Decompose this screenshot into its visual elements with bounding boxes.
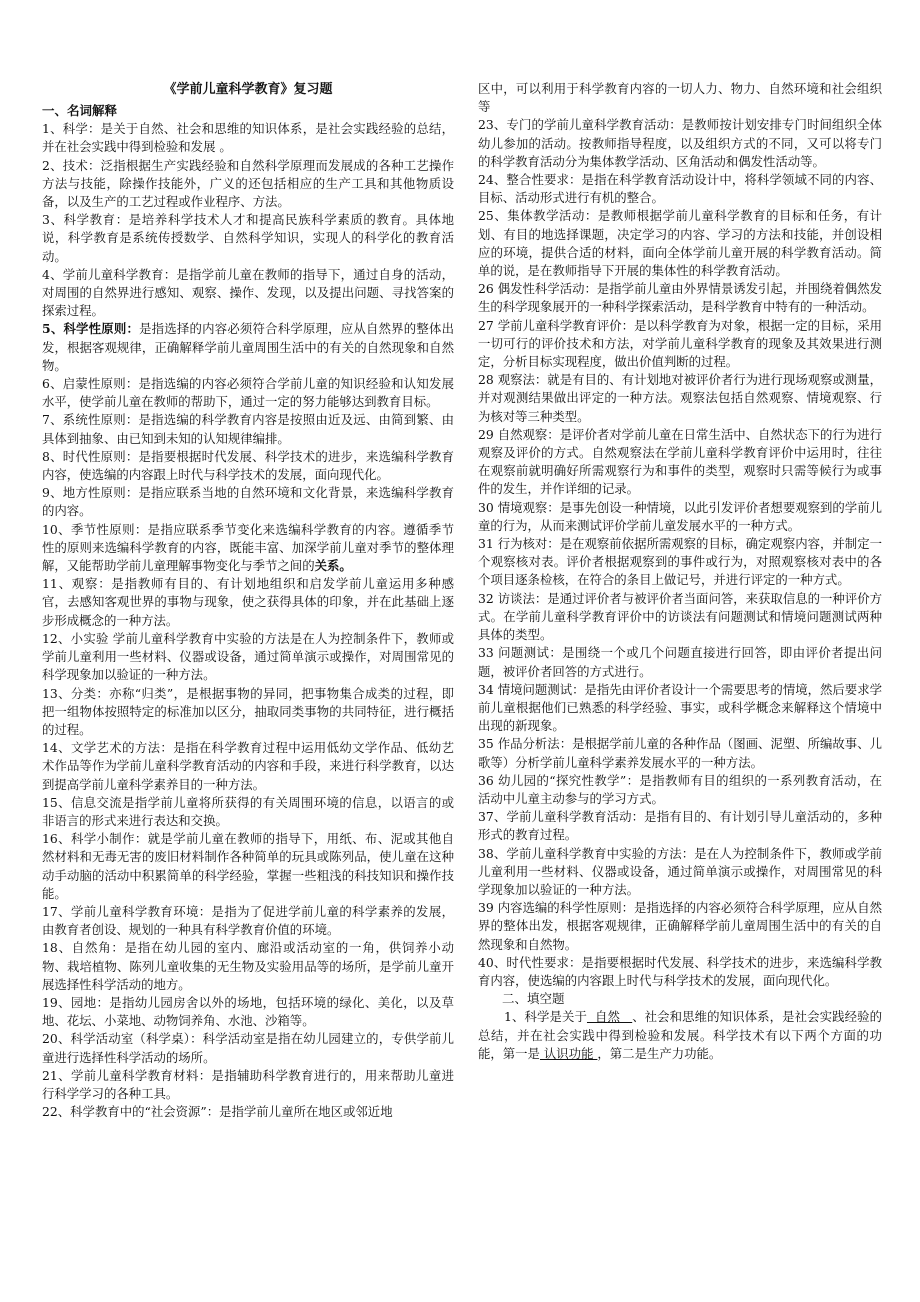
question-text: 、社会和思维的知识体系，是社会实践经验的总结，并在社会实践中得到检验和发展。科学技术有以下两个方面的功能，第一是: [478, 1009, 882, 1061]
definition-item: 2、技术：泛指根据生产实践经验和自然科学原理而发展成的各种工艺操作方法与技能，除操作技能外，广义的还包括相应的生产工具和其他物质设备，以及生产的工艺过程或作业程序、方法。: [42, 157, 454, 210]
definition-text: 10、季节性原则：是指应联系季节变化来选编科学教育的内容。遵循季节性的原则来选编科学教育的内容，既能丰富、加深学前儿童对季节的整体理解，又能帮助学前儿童理解事物变化与季节之间的: [42, 521, 454, 574]
definition-item: 15、信息交流是指学前儿童将所获得的有关周围环境的信息，以语言的或非语言的形式来进行表达和交换。: [42, 794, 454, 828]
answer-blank: 自然: [586, 1009, 633, 1025]
definition-item: 22、科学教育中的“社会资源”：是指学前儿童所在地区或邻近地: [42, 1104, 393, 1120]
definition-item: 33 问题测试：是围绕一个或几个问题直接进行回答，即由评价者提出问题，被评价者回答的方式进行。: [478, 645, 882, 679]
definition-text-bold: 关系。: [314, 558, 352, 574]
section-heading-fill-blanks: 二、填空题: [502, 991, 565, 1007]
definition-term-bold: 5、科学性原则：: [42, 321, 140, 337]
definition-item: 12、小实验 学前儿童科学教育中实验的方法是在人为控制条件下，教师或学前儿童利用一些材料、仪器或设备，通过简单演示或操作，对周围常见的科学现象加以验证的一种方法。: [42, 630, 454, 683]
definition-item: 13、分类：亦称“归类”，是根据事物的异同，把事物集合成类的过程，即把一组物体按照特定的标准加以区分，抽取同类事物的共同特征，进行概括的过程。: [42, 685, 454, 737]
definition-item: 16、科学小制作：就是学前儿童在教师的指导下，用纸、布、泥或其他自然材料和无毒无害的废旧材料制作各种简单的玩具或陈列品，使儿童在这种动手动脑的活动中积累简单的科学经验，掌握一些粗浅的科技知识和操作技能。: [42, 831, 454, 901]
definition-item: [42, 320, 454, 375]
definition-item: 29 自然观察：是评价者对学前儿童在日常生活中、自然状态下的行为进行观察及评价的方式。自然观察法在学前儿童科学教育评价中运用时，往往在观察前就明确好所需观察行为和事件的类型，观察时只需等候行为或事件的发生，并作详细的记录。: [478, 426, 882, 497]
definition-item: 27 学前儿童科学教育评价：是以科学教育为对象，根据一定的目标，采用一切可行的评价技术和方法，对学前儿童科学教育的现象及其效果进行测定，分析目标实现程度，做出价值判断的过程。: [478, 317, 882, 370]
definition-item: 25、集体教学活动：是教师根据学前儿童科学教育的目标和任务，有计划、有目的地选择课题，决定学习的内容、学习的方法和技能，并创设相应的环境，提供合适的材料，面向全体学前儿童开展的科学教育活动。简单的说，是在教师指导下开展的集体性的科学教育活动。: [478, 208, 882, 279]
definition-item: 35 作品分析法：是根据学前儿童的各种作品（图画、泥塑、所编故事、儿歌等）分析学前儿童科学素养发展水平的一种方法。: [478, 736, 882, 770]
definition-item: 8、时代性原则：是指要根据时代发展、科学技术的进步，来选编科学教育内容，使选编的内容跟上时代与科学技术的发展，面向现代化。: [42, 448, 454, 483]
question-text: 1、科学是关于: [504, 1009, 587, 1025]
definition-item: 34 情境问题测试：是指先由评价者设计一个需要思考的情境，然后要求学前儿童根据他们已熟悉的科学经验、事实，或科学概念来解释这个情境中出现的新现象。: [478, 681, 882, 734]
definition-item: 3、科学教育：是培养科学技术人才和提高民族科学素质的教育。具体地说，科学教育是系统传授数学、自然科学知识，实现人的科学化的教育活动。: [42, 212, 454, 264]
right-column: [478, 80, 882, 1063]
answer-blank: 认识功能: [539, 1045, 598, 1061]
definition-item: 7、系统性原则：是指选编的科学教育内容是按照由近及远、由简到繁、由具体到抽象、由已知到未知的认知规律编排。: [42, 412, 454, 446]
fill-blank-question: [478, 1008, 882, 1063]
definition-text: 是指选择的内容必须符合科学原理，应从自然界的整体出发，根据客观规律，正确解释学前儿童周围生活中的有关的自然现象和自然物。: [42, 321, 454, 373]
definition-item: 9、地方性原则：是指应联系当地的自然环境和文化背景，来选编科学教育的内容。: [42, 485, 454, 519]
definition-item: 1、科学：是关于自然、社会和思维的知识体系，是社会实践经验的总结，并在社会实践中得到检验和发展 。: [42, 121, 454, 155]
definition-item: 20、科学活动室（科学桌）：科学活动室是指在幼儿园建立的，专供学前儿童进行选择性科学活动的场所。: [42, 1031, 454, 1065]
definition-item: 26 偶发性科学活动：是指学前儿童由外界情景诱发引起，并围绕着偶然发生的科学现象展开的一种科学探索活动，是科学教育中特有的一种活动。: [478, 281, 882, 315]
definition-item: 37、学前儿童科学教育活动：是指有目的、有计划引导儿童活动的，多种形式的教育过程。: [478, 809, 882, 843]
question-text: ，第二是生产力功能。: [597, 1045, 722, 1061]
definition-item: 18、自然角：是指在幼儿园的室内、廊沿或活动室的一角，供饲养小动物、栽培植物、陈列儿童收集的无生物及实验用品等的场所，是学前儿童开展选择性科学活动的地方。: [42, 940, 454, 992]
definition-item: 6、启蒙性原则：是指选编的内容必须符合学前儿童的知识经验和认知发展水平，使学前儿童在教师的帮助下，通过一定的努力能够达到教育目标。: [42, 376, 454, 410]
definition-item: 14、文学艺术的方法：是指在科学教育过程中运用低幼文学作品、低幼艺术作品等作为学前儿童科学教育活动的内容和手段，来进行科学教育，以达到提高学前儿童科学素养目的一种方法。: [42, 740, 454, 792]
definition-item: 21、学前儿童科学教育材料：是指辅助科学教育进行的，用来帮助儿童进行科学学习的各种工具。: [42, 1067, 454, 1101]
definition-item: 36 幼儿园的“探究性教学”：是指教师有目的组织的一系列教育活动，在活动中儿童主动参与的学习方式。: [478, 772, 882, 806]
document-title: 《学前儿童科学教育》复习题: [163, 82, 333, 97]
definition-item: 23、专门的学前儿童科学教育活动：是教师按计划安排专门时间组织全体幼儿参加的活动。按教师指导程度，以及组织方式的不同，又可以将专门的科学教育活动分为集体教学活动、区角活动和偶发性活动等。: [478, 117, 882, 169]
definition-item: 17、学前儿童科学教育环境：是指为了促进学前儿童的科学素养的发展，由教育者创设、规划的一种具有科学教育价值的环境。: [42, 903, 454, 938]
definition-item: 28 观察法：就是有目的、有计划地对被评价者行为进行现场观察或测量，并对观测结果做出评定的一种方法。观察法包括自然观察、情境观察、行为核对等三种类型。: [478, 372, 882, 424]
definition-item: 19、园地：是指幼儿园房舍以外的场地，包括环境的绿化、美化，以及草地、花坛、小菜地、动物饲养角、水池、沙箱等。: [42, 994, 454, 1029]
definition-item: 40、时代性要求：是指要根据时代发展、科学技术的进步，来选编科学教育内容，使选编的内容跟上时代与科学技术的发展，面向现代化。: [478, 954, 882, 988]
definition-item: 31 行为核对：是在观察前依据所需观察的目标，确定观察内容，并制定一个观察核对表。评价者根据观察到的事件或行为，对照观察核对表中的各个项目逐条检核，在符合的条目上做记号，并进行评定的一种方式。: [478, 536, 882, 588]
definition-item: 30 情境观察：是事先创设一种情境，以此引发评价者想要观察到的学前儿童的行为，从而来测试评价学前儿童发展水平的一种方式。: [478, 499, 882, 533]
definition-item: [42, 521, 454, 576]
definition-item: 11、观察：是指教师有目的、有计划地组织和启发学前儿童运用多种感官，去感知客观世界的事物与现象，使之获得具体的印象，并在此基础上逐步形成概念的一种方法。: [42, 576, 454, 628]
left-column: [42, 80, 454, 1121]
definition-item: 32 访谈法：是通过评价者与被评价者当面问答，来获取信息的一种评价方式。在学前儿童科学教育评价中的访谈法有问题测试和情境问题测试两种具体的类型。: [478, 590, 882, 643]
definition-item: 24、整合性要求：是指在科学教育活动设计中，将科学领域不同的内容、目标、活动形式进行有机的整合。: [478, 172, 882, 206]
definition-item: 39 内容选编的科学性原则：是指选择的内容必须符合科学原理，应从自然界的整体出发，根据客观规律，正确解释学前儿童周围生活中的有关的自然现象和自然物。: [478, 900, 882, 952]
section-heading-definitions: 一、名词解释: [42, 103, 118, 118]
definition-item: 区中，可以利用于科学教育内容的一切人力、物力、自然环境和社会组织等: [478, 81, 882, 115]
definition-item: 4、学前儿童科学教育：是指学前儿童在教师的指导下，通过自身的活动，对周围的自然界进行感知、观察、操作、发现，以及提出问题、寻找答案的探索过程。: [42, 266, 454, 319]
definition-item: 38、学前儿童科学教育中实验的方法：是在人为控制条件下，教师或学前儿童利用一些材料、仪器或设备，通过简单演示或操作，对周围常见的科学现象加以验证的一种方法。: [478, 845, 882, 897]
